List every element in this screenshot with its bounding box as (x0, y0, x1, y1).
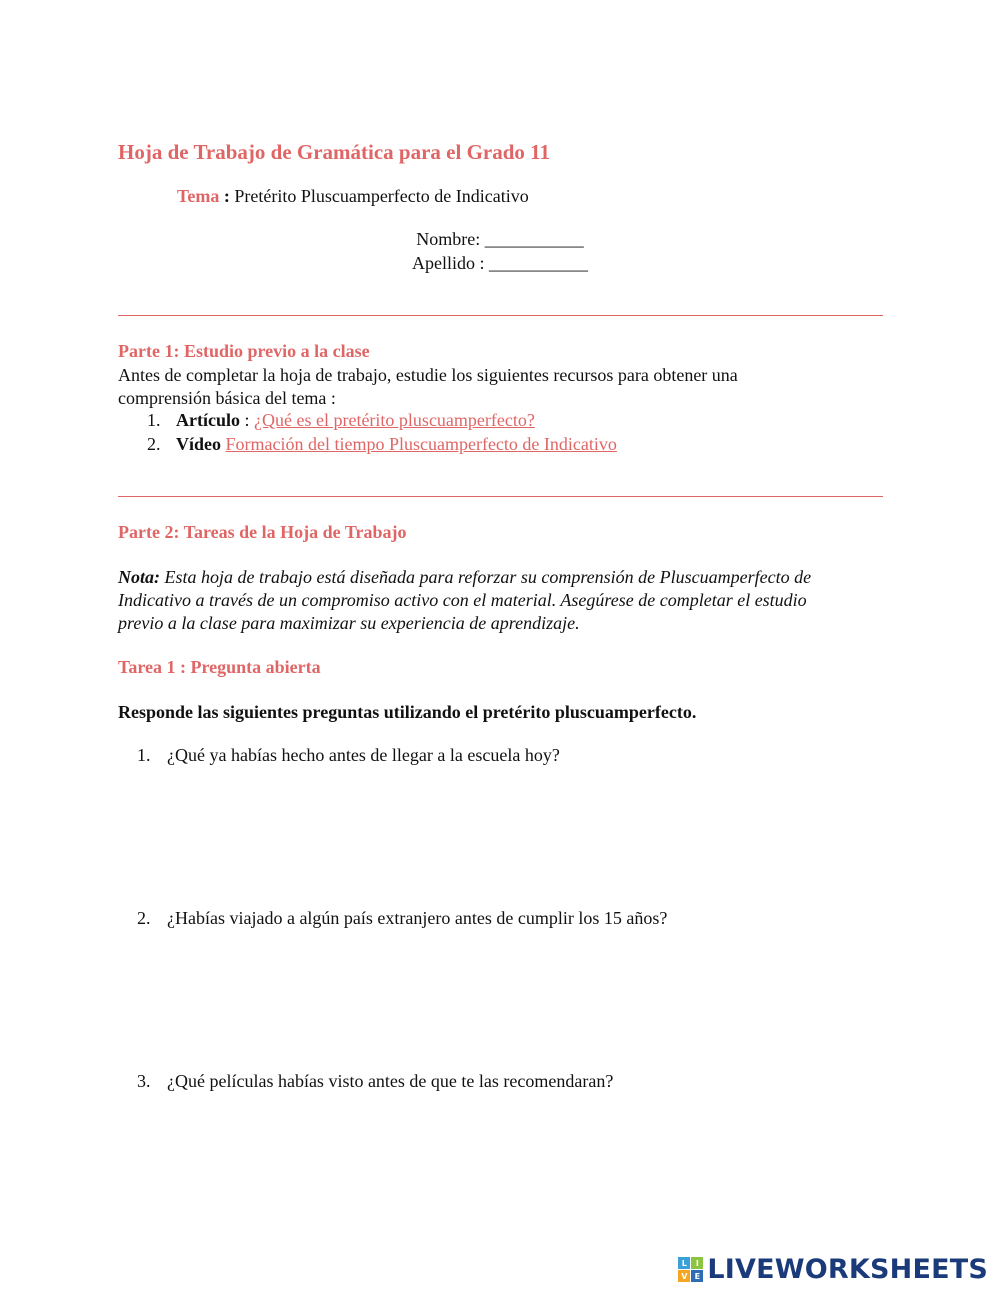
question-item (137, 1071, 613, 1092)
question-number: 3. (137, 1071, 151, 1091)
resource-label: Artículo (176, 410, 240, 430)
logo-blocks-icon (678, 1257, 703, 1282)
part1-intro-line: Antes de completar la hoja de trabajo, estudie los siguientes recursos para obtener una (118, 365, 738, 385)
task1-heading: Tarea 1 : Pregunta abierta (118, 657, 321, 677)
question-item (137, 908, 667, 929)
liveworksheets-logo (678, 1254, 988, 1285)
part1-heading: Parte 1: Estudio previo a la clase (118, 341, 370, 361)
part1-intro (118, 364, 838, 410)
page-title: Hoja de Trabajo de Gramática para el Grado 11 (118, 140, 551, 164)
logo-letter: L (678, 1257, 690, 1269)
apellido-field[interactable]: Apellido : ___________ (412, 253, 588, 273)
resource-label: Vídeo (176, 434, 221, 454)
list-number: 1. (147, 410, 161, 430)
topic-value: Pretérito Pluscuamperfecto de Indicativo (234, 186, 529, 206)
resource-item (147, 434, 617, 455)
question-text: ¿Qué películas habías visto antes de que te las recomendaran? (167, 1071, 614, 1091)
note-paragraph (118, 566, 898, 635)
topic-line (177, 186, 529, 207)
list-number: 2. (147, 434, 161, 454)
question-number: 2. (137, 908, 151, 928)
nombre-field[interactable]: Nombre: ___________ (416, 229, 584, 249)
logo-letter: E (691, 1270, 703, 1282)
video-link[interactable]: Formación del tiempo Pluscuamperfecto de Indicativo (225, 434, 617, 454)
logo-text: LIVEWORKSHEETS (707, 1254, 988, 1285)
question-text: ¿Habías viajado a algún país extranjero antes de cumplir los 15 años? (167, 908, 668, 928)
question-text: ¿Qué ya habías hecho antes de llegar a la escuela hoy? (167, 745, 560, 765)
note-text: Esta hoja de trabajo está diseñada para reforzar su comprensión de Pluscuamperfecto de (160, 567, 812, 587)
resource-item (147, 410, 535, 431)
logo-letter: V (678, 1270, 690, 1282)
resource-separator: : (239, 410, 254, 430)
task1-instruction: Responde las siguientes preguntas utilizando el pretérito pluscuamperfecto. (118, 702, 697, 722)
note-label: Nota: (118, 567, 160, 587)
topic-label: Tema (177, 186, 220, 206)
article-link[interactable]: ¿Qué es el pretérito pluscuamperfecto? (254, 410, 535, 430)
note-text: Indicativo a través de un compromiso activo con el material. Asegúrese de completar el estudio (118, 590, 807, 610)
logo-letter: I (691, 1257, 703, 1269)
part1-intro-line: comprensión básica del tema : (118, 388, 336, 408)
note-text: previo a la clase para maximizar su experiencia de aprendizaje. (118, 613, 580, 633)
part2-heading: Parte 2: Tareas de la Hoja de Trabajo (118, 522, 407, 542)
question-number: 1. (137, 745, 151, 765)
topic-separator: : (223, 186, 230, 206)
question-item (137, 745, 560, 766)
divider (118, 315, 883, 316)
divider (118, 496, 883, 497)
